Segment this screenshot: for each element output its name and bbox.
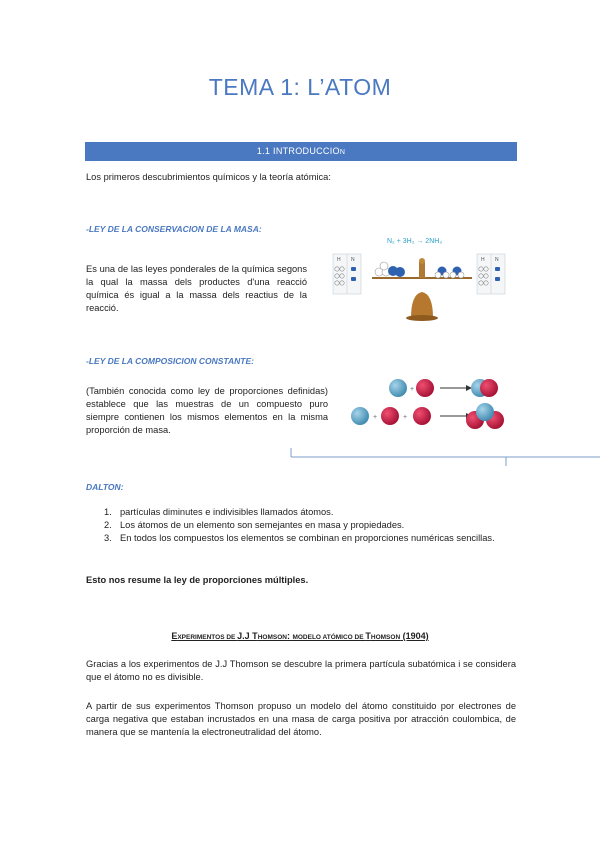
constant-law-heading: -LEY DE LA COMPOSICION CONSTANTE: bbox=[86, 356, 254, 366]
list-item bbox=[100, 506, 515, 519]
thomson-paragraph-1: Gracias a los experimentos de J.J Thomson se descubre la primera partícula subatómica i se considera que el átomo no es divisible. bbox=[86, 659, 516, 682]
list-number: 3. bbox=[104, 533, 112, 543]
right-label-n: N bbox=[495, 257, 499, 263]
right-molecule-table bbox=[477, 254, 505, 294]
right-label-h: H bbox=[481, 257, 485, 263]
svg-text:+: + bbox=[410, 386, 415, 393]
heading-part: (1904) bbox=[400, 631, 429, 641]
banner-text: 1.1 INTRODUCCIO bbox=[256, 146, 340, 156]
bracket-line bbox=[285, 446, 600, 468]
constant-law-text: (También conocida como ley de proporciones definidas) establece que las muestras de un compuesto puro siempre contienen los mismos elementos en la misma proporción de masa. bbox=[86, 386, 328, 435]
list-item-text: Los átomos de un elemento son semejantes en masa y propiedades. bbox=[120, 520, 405, 530]
dalton-list bbox=[100, 506, 515, 545]
dalton-summary: Esto nos resume la ley de proporciones múltiples. bbox=[86, 575, 309, 585]
reaction-equation: N₂ + 3H₂ → 2NH₃ bbox=[387, 238, 443, 245]
heading-part: T bbox=[365, 631, 371, 641]
blue-atom bbox=[389, 379, 407, 397]
section-banner bbox=[85, 142, 517, 161]
heading-part: HOMSON bbox=[370, 634, 401, 641]
intro-text: Los primeros descubrimientos químicos y la teoría atómica: bbox=[86, 172, 331, 182]
list-item-text: En todos los compuestos los elementos se combinan en proporciones numéricas sencillas. bbox=[120, 533, 495, 543]
mass-law-heading: -LEY DE LA CONSERVACION DE LA MASA: bbox=[86, 224, 262, 234]
heading-part: J.J T bbox=[237, 631, 258, 641]
list-number: 2. bbox=[104, 520, 112, 530]
mass-law-text: Es una de las leyes ponderales de la química segons la qual la massa dels productes d'una reacció química és igual a la massa dels reactius de la reacció. bbox=[86, 264, 307, 313]
banner-suffix: N bbox=[339, 149, 346, 156]
heading-part: E bbox=[171, 631, 178, 641]
heading-part: XPERIMENTOS DE bbox=[177, 634, 238, 641]
red-atom bbox=[416, 379, 434, 397]
heading-part: : bbox=[286, 631, 293, 641]
left-label-n: N bbox=[351, 257, 355, 263]
atoms-combination-figure bbox=[345, 372, 505, 438]
heading-part: MODELO ATÓMICO DE bbox=[292, 634, 366, 641]
list-item bbox=[100, 519, 515, 532]
list-item-text: partículas diminutes e indivisibles llamados átomos. bbox=[120, 507, 334, 517]
thomson-paragraph-2: A partir de sus experimentos Thomson propuso un modelo del átomo constituido por electrones de carga negativa que estaban incrustados en una masa de carga positiva por atracción coulombica, de manera que se mantenía la electroneutralidad del átomo. bbox=[86, 701, 516, 737]
balance-scale bbox=[372, 258, 472, 321]
list-number: 1. bbox=[104, 507, 112, 517]
dalton-heading: DALTON: bbox=[86, 482, 124, 492]
list-item bbox=[100, 532, 515, 545]
balance-reaction-figure bbox=[327, 232, 517, 322]
left-label-h: H bbox=[337, 257, 341, 263]
svg-text:+: + bbox=[403, 414, 408, 421]
svg-text:+: + bbox=[373, 414, 378, 421]
heading-part: HOMSON bbox=[257, 634, 287, 641]
left-molecule-table bbox=[333, 254, 361, 294]
thomson-heading bbox=[0, 631, 600, 641]
page-title: TEMA 1: L’ATOM bbox=[208, 74, 392, 100]
